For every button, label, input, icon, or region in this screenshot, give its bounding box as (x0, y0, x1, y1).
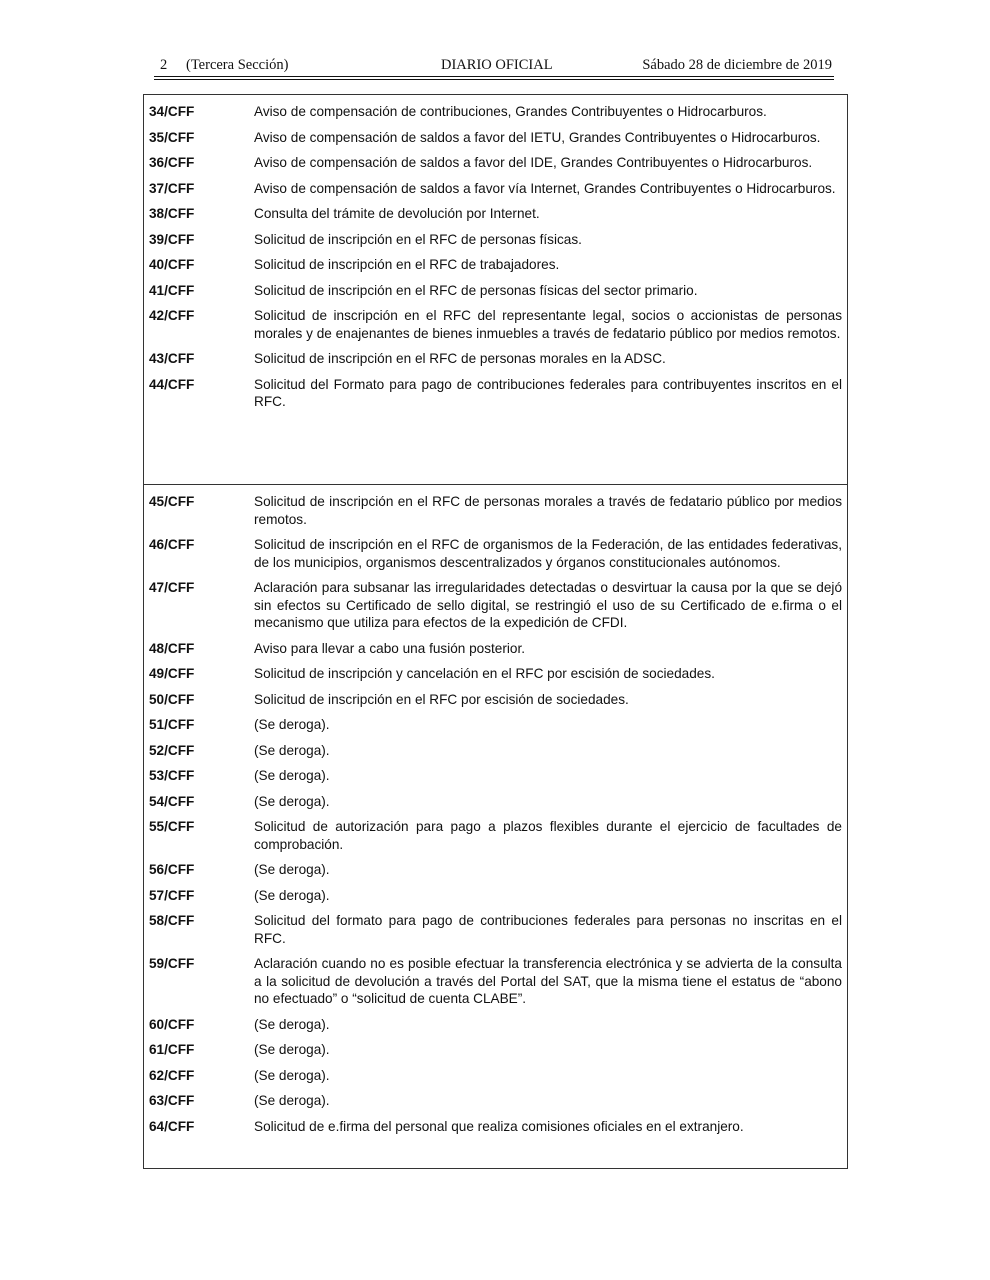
row-description: Aviso de compensación de saldos a favor del IDE, Grandes Contribuyentes o Hidrocarburos. (254, 155, 813, 170)
row-code: 56/CFF (149, 862, 195, 877)
row-code: 63/CFF (149, 1093, 195, 1108)
row-code: 39/CFF (149, 231, 195, 247)
publication-date: Sábado 28 de diciembre de 2019 (642, 57, 832, 73)
row-description: Aclaración para subsanar las irregularidades detectadas o desvirtuar la causa por la que se dejó sin efectos su Certificado de sello digital, se restringió el uso de su Certificado de e.firma o el mecanismo que utiliza para efectos de la expedición de CFDI. (254, 580, 842, 630)
table-row (144, 632, 847, 658)
table-row (144, 734, 847, 760)
table-row (144, 95, 847, 121)
row-description: Solicitud del Formato para pago de contribuciones federales para contribuyentes inscritos en el RFC. (254, 376, 842, 409)
header-rule (154, 79, 834, 80)
row-description: (Se deroga). (254, 742, 330, 758)
row-code: 61/CFF (149, 1042, 195, 1057)
row-code: 54/CFF (149, 793, 195, 809)
row-description: Aviso de compensación de saldos a favor vía Internet, Grandes Contribuyentes o Hidrocarburos. (254, 180, 836, 196)
row-description: Solicitud del formato para pago de contribuciones federales para personas no inscritas en el RFC. (254, 913, 842, 946)
table-row (144, 785, 847, 811)
table-row (144, 853, 847, 879)
row-description: Aviso de compensación de saldos a favor del IETU, Grandes Contribuyentes o Hidrocarburos. (254, 129, 821, 145)
table-row (144, 1059, 847, 1085)
row-description: Solicitud de inscripción en el RFC de personas físicas. (254, 231, 582, 247)
table-row (144, 342, 847, 368)
row-code: 48/CFF (149, 640, 195, 656)
table-row (144, 810, 847, 853)
table-row (144, 759, 847, 785)
table-part-2 (143, 484, 848, 1169)
row-description: (Se deroga). (254, 862, 330, 877)
table-part-1 (143, 94, 848, 485)
row-code: 60/CFF (149, 1016, 195, 1032)
table-row (144, 947, 847, 1008)
row-code: 43/CFF (149, 351, 195, 366)
row-description: Solicitud de inscripción en el RFC de personas físicas del sector primario. (254, 282, 698, 298)
row-code: 40/CFF (149, 257, 195, 272)
row-description: (Se deroga). (254, 768, 330, 783)
row-description: (Se deroga). (254, 1067, 330, 1083)
row-description: (Se deroga). (254, 1093, 330, 1108)
table-row (144, 657, 847, 683)
table-row (144, 248, 847, 274)
table-row (144, 683, 847, 709)
row-description: Solicitud de inscripción en el RFC de personas morales en la ADSC. (254, 351, 666, 366)
row-description: (Se deroga). (254, 1016, 330, 1032)
table-row (144, 528, 847, 571)
table-row (144, 1008, 847, 1034)
row-description: Solicitud de inscripción en el RFC por escisión de sociedades. (254, 691, 629, 707)
row-code: 42/CFF (149, 308, 195, 323)
row-code: 49/CFF (149, 666, 195, 681)
row-code: 47/CFF (149, 580, 195, 595)
row-code: 62/CFF (149, 1067, 195, 1083)
row-description: Consulta del trámite de devolución por Internet. (254, 206, 540, 221)
table-row (144, 172, 847, 198)
table-row (144, 274, 847, 300)
row-description: Aclaración cuando no es posible efectuar la transferencia electrónica y se advierta de la consulta a la solicitud de devolución a través del Portal del SAT, que la misma tiene el estatus de “abono no efectuado” o “solicitud de cuenta CLABE”. (254, 956, 842, 1006)
row-code: 51/CFF (149, 717, 195, 732)
row-description: Aviso de compensación de contribuciones, Grandes Contribuyentes o Hidrocarburos. (254, 104, 767, 119)
row-description: (Se deroga). (254, 887, 330, 903)
row-description: Solicitud de autorización para pago a plazos flexibles durante el ejercicio de facultades de comprobación. (254, 819, 842, 852)
row-code: 52/CFF (149, 742, 195, 758)
row-code: 44/CFF (149, 376, 195, 392)
table-row (144, 197, 847, 223)
row-description: Solicitud de inscripción en el RFC de personas morales a través de fedatario público por medios remotos. (254, 494, 842, 527)
row-description: Solicitud de inscripción en el RFC del representante legal, socios o accionistas de personas morales y de enajenantes de bienes inmuebles a través de fedatario público por medios remotos. (254, 308, 842, 341)
row-code: 53/CFF (149, 768, 195, 783)
section-label: (Tercera Sección) (186, 57, 289, 73)
table-row (144, 121, 847, 147)
row-description: Solicitud de inscripción en el RFC de organismos de la Federación, de las entidades federativas, de los municipios, organismos descentralizados y órganos constitucionales autónomos. (254, 537, 842, 570)
row-code: 34/CFF (149, 104, 195, 119)
row-code: 41/CFF (149, 282, 195, 298)
table-row (144, 299, 847, 342)
row-code: 35/CFF (149, 129, 195, 145)
row-description: (Se deroga). (254, 717, 330, 732)
table-row (144, 1084, 847, 1110)
page-header (160, 57, 832, 75)
table-row (144, 571, 847, 632)
table-row (144, 146, 847, 172)
row-code: 58/CFF (149, 913, 195, 928)
row-code: 64/CFF (149, 1118, 195, 1134)
publication-title: DIARIO OFICIAL (441, 57, 553, 73)
header-rule (154, 76, 834, 77)
row-code: 38/CFF (149, 206, 195, 221)
row-code: 57/CFF (149, 887, 195, 903)
table-row (144, 1033, 847, 1059)
row-code: 45/CFF (149, 494, 195, 509)
table-row (144, 485, 847, 528)
row-code: 59/CFF (149, 956, 195, 971)
table-row (144, 904, 847, 947)
row-description: Solicitud de e.firma del personal que realiza comisiones oficiales en el extranjero. (254, 1118, 744, 1134)
row-description: Solicitud de inscripción y cancelación en el RFC por escisión de sociedades. (254, 666, 715, 681)
row-code: 55/CFF (149, 819, 195, 834)
table-row (144, 368, 847, 411)
row-code: 50/CFF (149, 691, 195, 707)
row-code: 36/CFF (149, 155, 195, 170)
table-row (144, 879, 847, 905)
table-row (144, 1110, 847, 1136)
row-description: Aviso para llevar a cabo una fusión posterior. (254, 640, 526, 656)
row-description: Solicitud de inscripción en el RFC de trabajadores. (254, 257, 560, 272)
row-description: (Se deroga). (254, 1042, 330, 1057)
page-number: 2 (160, 57, 168, 73)
table-row (144, 223, 847, 249)
row-code: 46/CFF (149, 537, 195, 552)
row-description: (Se deroga). (254, 793, 330, 809)
row-code: 37/CFF (149, 180, 195, 196)
table-row (144, 708, 847, 734)
